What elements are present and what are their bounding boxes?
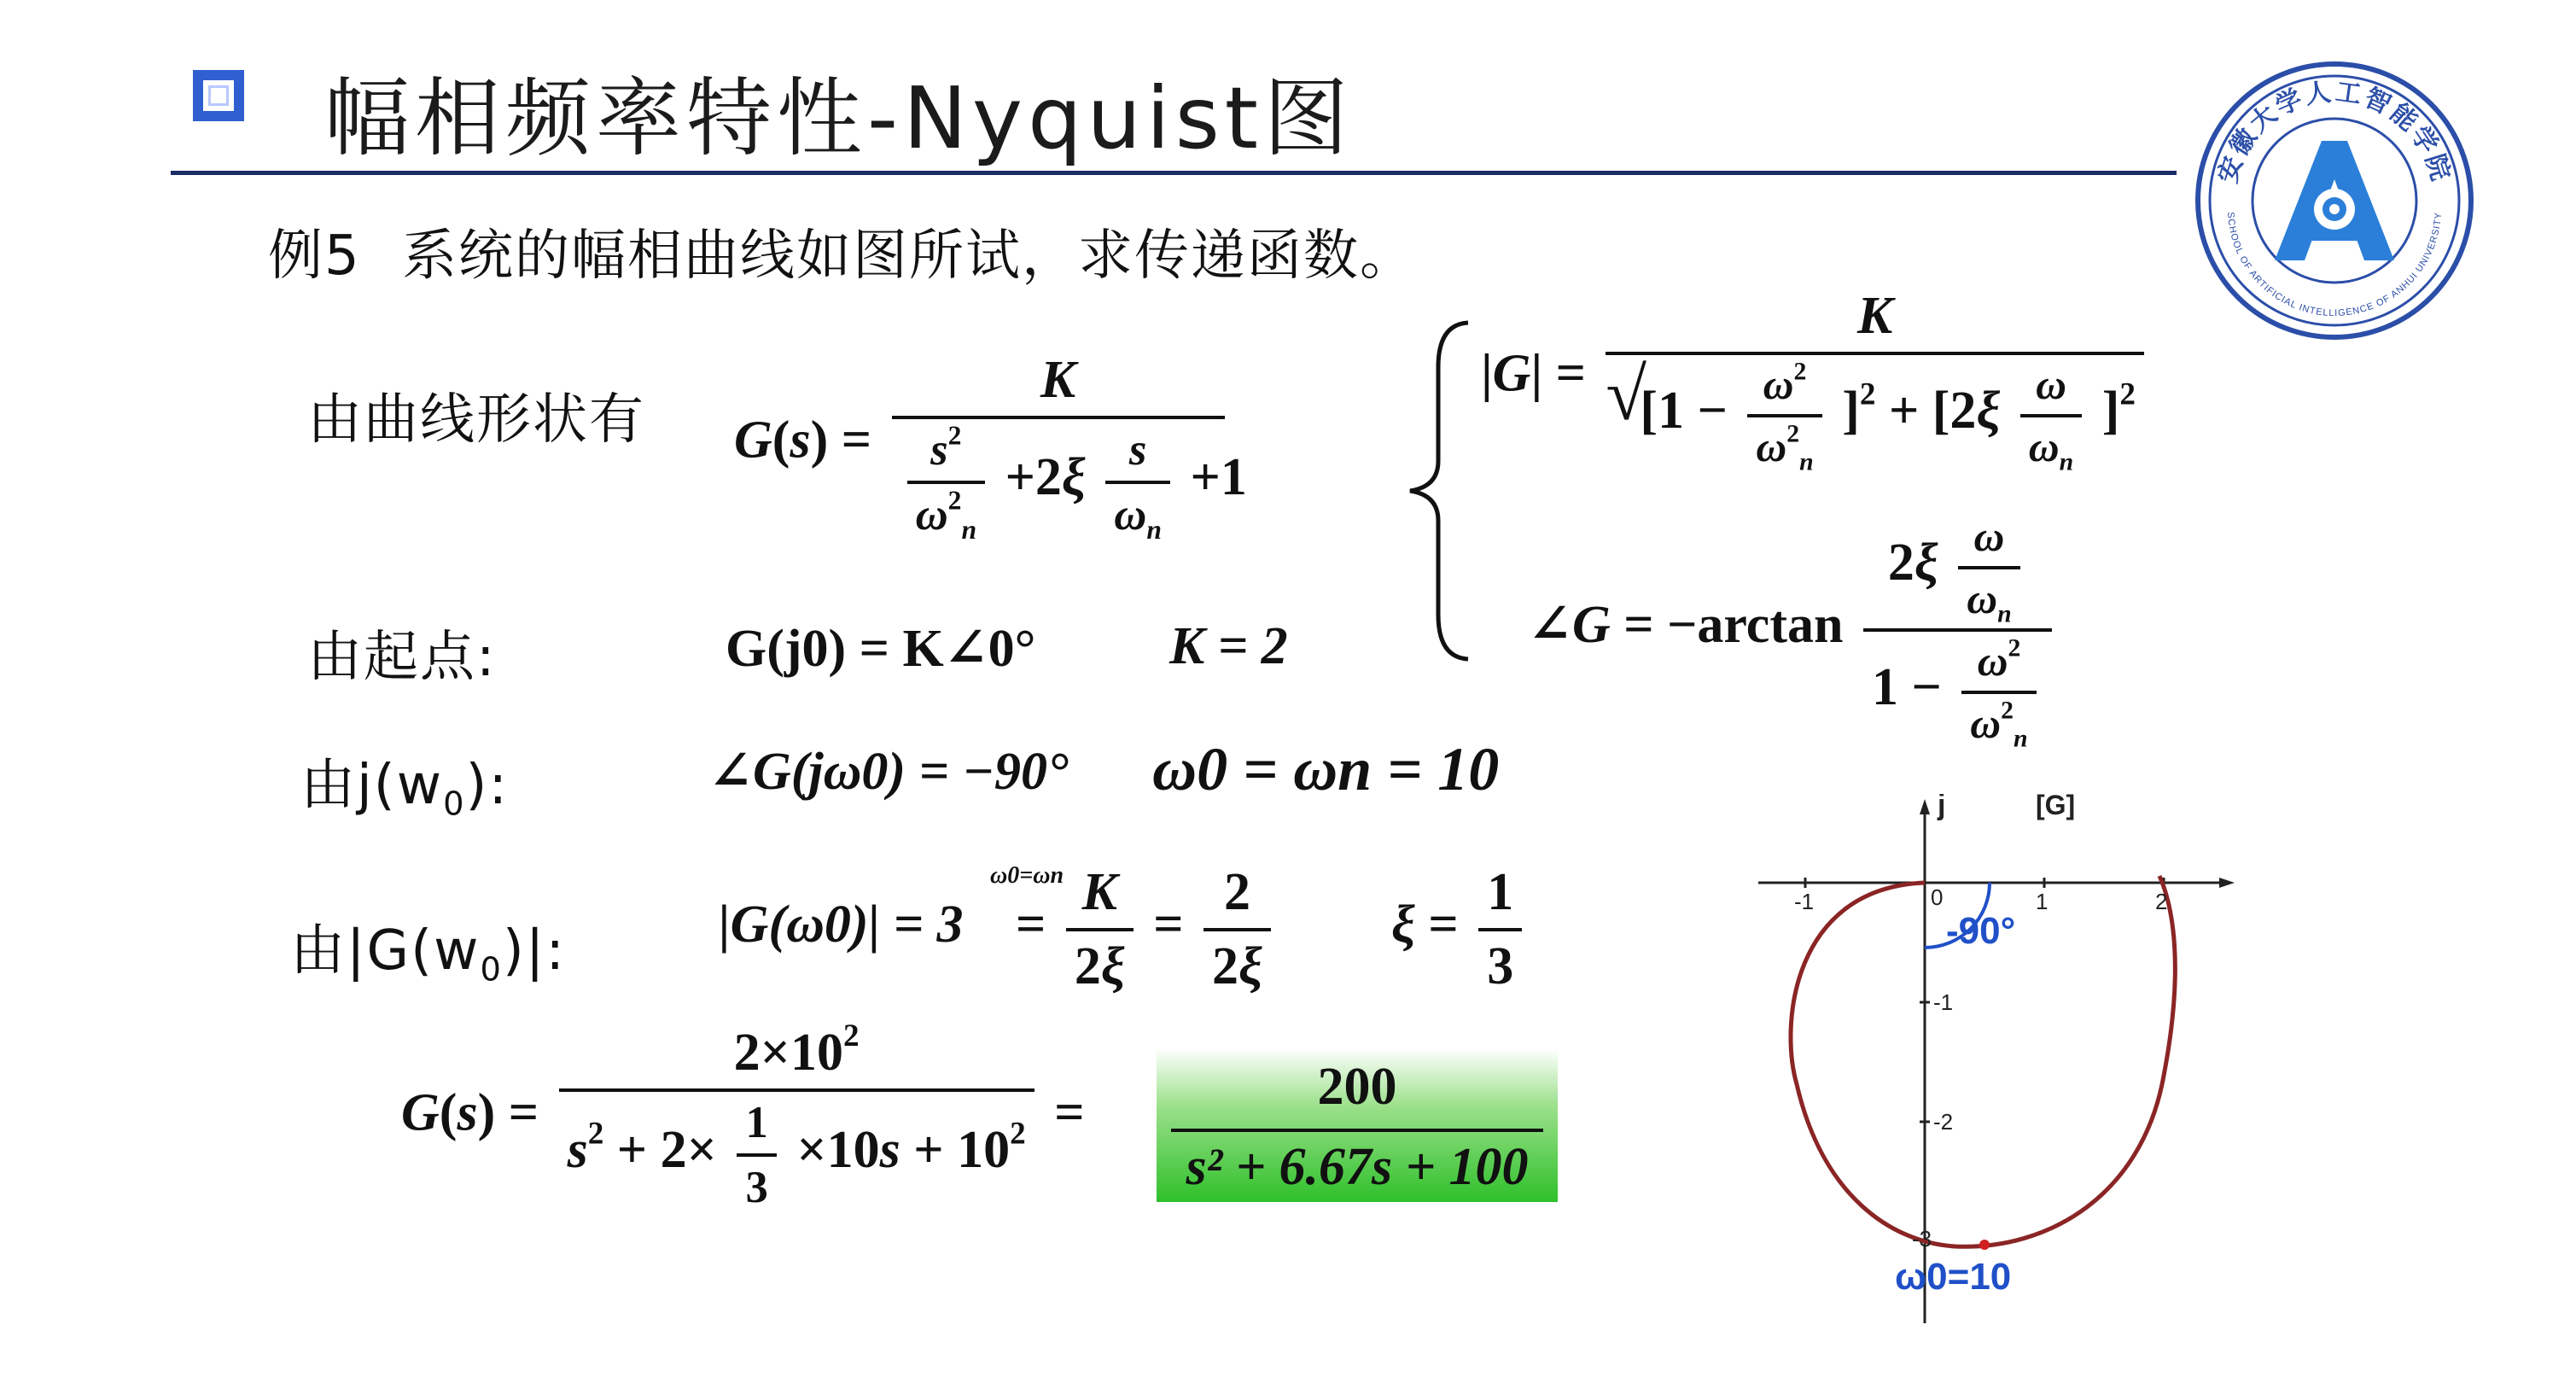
y-tick-label: -3 (1912, 1226, 1932, 1252)
result-numerator: 200 (1317, 1058, 1397, 1116)
phase-equation: ∠G(jω0) = −90° (708, 743, 1069, 801)
magnitude-fractions: = $\frac{K}{2\xi}$ = $\frac{2}{2\xi}$ (1016, 862, 1278, 997)
x-tick-label: 0 (1931, 884, 1944, 910)
x-tick-label: 2 (2155, 889, 2168, 914)
nyquist-plot (1741, 794, 2253, 1323)
result-denominator: s² + 6.67s + 100 (1186, 1138, 1529, 1196)
title-divider (171, 171, 2177, 175)
problem-text: 系统的幅相曲线如图所试，求传递函数。 (402, 225, 1417, 288)
magnitude-equation: |G(ω0)| = 3 (719, 896, 964, 954)
title-bullet-icon (193, 70, 244, 121)
j-label: j (1938, 794, 1946, 821)
angle-label: -90° (1946, 910, 2016, 952)
magnitude-condition: ω0=ωn (990, 862, 1064, 889)
y-tick-label: -1 (1933, 989, 1954, 1015)
sqrt-icon: √ (1606, 353, 1647, 435)
angle-label: 由$j(w_0)$: (300, 754, 510, 824)
logo-top-text: 安徽大学人工智能学院 (2213, 78, 2456, 187)
x-tick-label: 1 (2036, 889, 2049, 914)
problem-statement (268, 212, 1416, 290)
magnitude-label: 由$|G(w_0)|$: (290, 919, 566, 989)
imag-axis-arrow-icon (1920, 799, 1930, 814)
result-fraction-bar (1171, 1129, 1543, 1132)
xi-value: ξ = $\frac{1}{3}$ (1391, 862, 1529, 997)
problem-label: 例5 (268, 225, 361, 288)
final-numerator: $2\times 10^2$ (733, 1018, 860, 1082)
omega0-point (1979, 1240, 1990, 1250)
shape-label: 由曲线形状有 (307, 388, 645, 452)
logo-bottom-text: SCHOOL OF ARTIFICIAL INTELLIGENCE OF ANHUI UNIVERSITY (2224, 211, 2445, 319)
real-axis-arrow-icon (2219, 878, 2235, 888)
x-tick-label: -1 (1794, 889, 1815, 914)
equation-brace (1400, 316, 1477, 666)
phase-formula: ∠G = −arctan 2ξ $\frac{\omega}{\omega_n}$ 1 − $\frac{\omega^2}{\omega^2_n}$ (1528, 512, 2059, 748)
start-label: 由起点: (307, 626, 497, 689)
g-label: [G] (2036, 794, 2076, 820)
university-logo (2194, 60, 2475, 341)
omega-equation: ω0 = ωn = 10 (1152, 735, 1500, 803)
omega-label: ω0=10 (1895, 1256, 2012, 1298)
k-value: K = 2 (1169, 617, 1288, 675)
transfer-function-form: G(s) = K $\frac{s^2}{\omega^2_n}$ +2ξ $\frac{s}{\omega_n}$ +1 (734, 351, 1247, 546)
y-tick-label: -2 (1933, 1109, 1954, 1135)
start-equation: G(j0) = K∠0° (726, 620, 1036, 678)
magnitude-formula: |G| = K √ [1 − $\frac{\omega^2}{\omega^2_n}$ ]$^2$ + [2ξ $\frac{\omega}{\omega_n}$ ]$^2$ (1481, 286, 2151, 471)
final-equation: G(s) = $2\times 10^2$ $s^2 + 2\times$ $\frac{1}{3}$ $\times 10s + 10^2$ = (401, 1018, 1085, 1212)
arctan-text: arctan (1697, 596, 1844, 655)
page-title: 幅相频率特性-Nyquist图 (324, 68, 1355, 168)
